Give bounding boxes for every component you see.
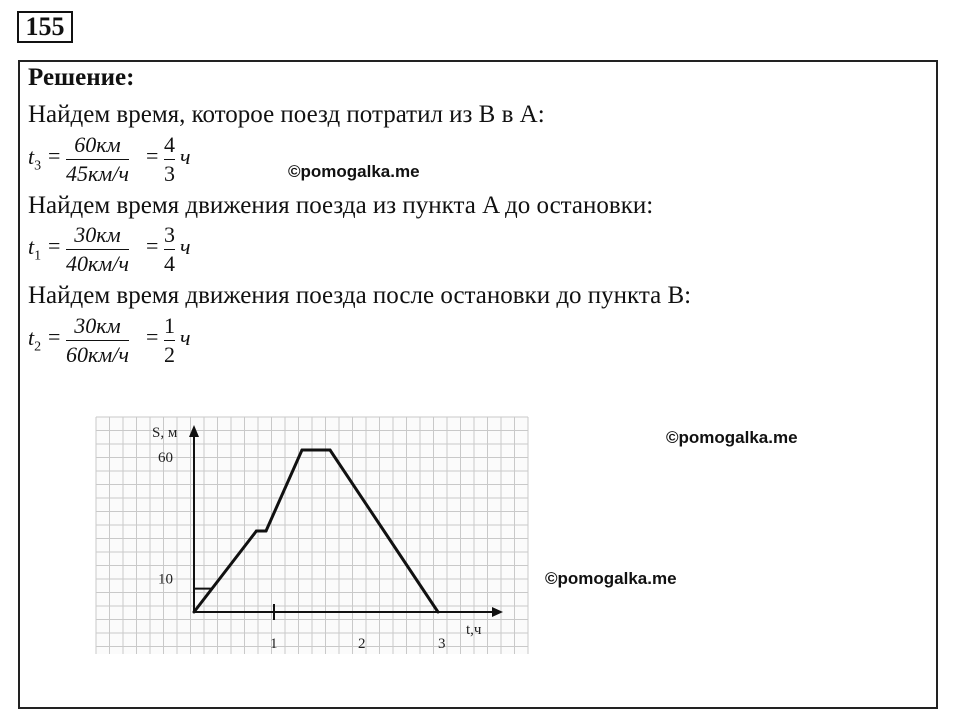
y-tick-label: 10 (158, 571, 173, 588)
x-tick-label: 3 (438, 636, 446, 652)
formula-variable: $t_3$ (28, 144, 42, 174)
formula-variable: $t_1$ (28, 234, 42, 264)
data-point (301, 449, 304, 452)
data-point (255, 530, 258, 533)
y-tick-label: 60 (158, 450, 173, 466)
data-point (265, 530, 268, 533)
fraction-main: 60км 45км/ч (66, 132, 129, 186)
equals-sign: = (146, 324, 159, 349)
unit-hours: ч (180, 144, 191, 169)
problem-number: 155 (17, 11, 73, 43)
text-line-1: Найдем время, которое поезд потратил из B в A: (28, 101, 545, 128)
data-point (437, 611, 440, 614)
fraction-main: 30км 60км/ч (66, 313, 129, 367)
equals-sign: = (48, 143, 61, 168)
unit-hours: ч (180, 234, 191, 259)
fraction-main: 30км 40км/ч (66, 222, 129, 276)
solution-heading: Решение: (28, 64, 135, 91)
fraction-result: $\frac{4}{3}$ (164, 132, 175, 186)
text-line-3: Найдем время движения поезда после остановки до пункта B: (28, 282, 692, 309)
equals-sign: = (48, 233, 61, 258)
x-tick-label: 2 (358, 636, 366, 652)
data-point (193, 611, 196, 614)
watermark: ©pomogalka.me (666, 428, 798, 447)
data-point (329, 449, 332, 452)
fraction-result: $\frac{3}{4}$ (164, 222, 175, 276)
formula-variable: $t_2$ (28, 325, 42, 355)
equals-sign: = (146, 233, 159, 258)
y-axis-label: S, м (152, 425, 178, 441)
fraction-result: $\frac{1}{2}$ (164, 313, 175, 367)
x-axis-label: t,ч (466, 622, 482, 638)
watermark: ©pomogalka.me (545, 569, 677, 588)
equals-sign: = (146, 143, 159, 168)
unit-hours: ч (180, 325, 191, 350)
equals-sign: = (48, 324, 61, 349)
text-line-2: Найдем время движения поезда из пункта A до остановки: (28, 192, 654, 219)
watermark: ©pomogalka.me (288, 162, 420, 181)
x-tick-label: 1 (270, 636, 278, 652)
